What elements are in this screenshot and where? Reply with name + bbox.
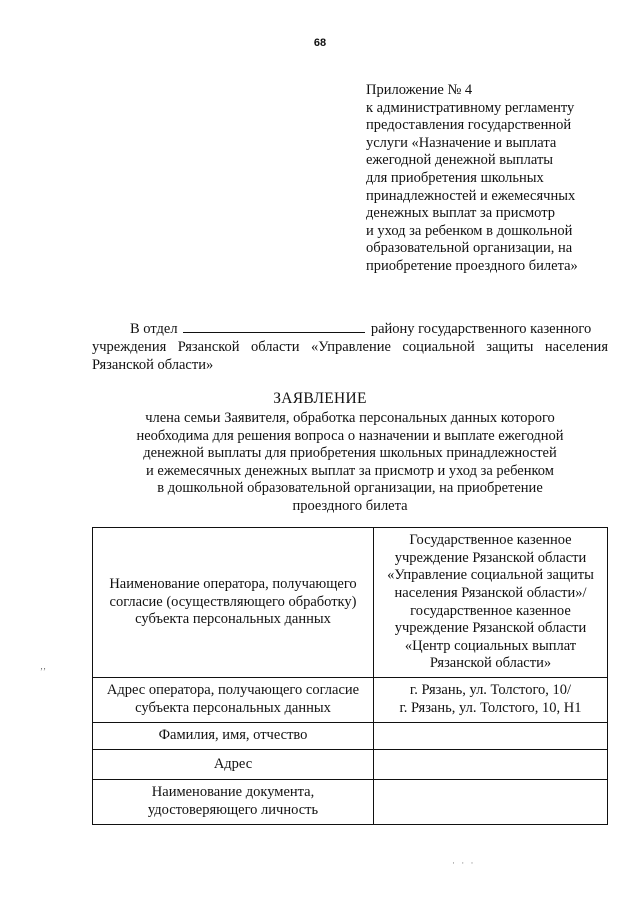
- operator-name-label: Наименование оператора, получающего согласие (осуществляющего обработку) субъекта персональных данных: [93, 528, 374, 678]
- table-row: [93, 528, 608, 678]
- appendix-line: к административному регламенту: [366, 99, 575, 116]
- id-document-label: Наименование документа, удостоверяющего личность: [93, 780, 374, 825]
- addressee-prefix: В отдел: [130, 321, 178, 337]
- addressee-rest: учреждения Рязанской области «Управление социальной защиты населения Рязанской области»: [92, 339, 608, 373]
- operator-address-value: г. Рязань, ул. Толстого, 10/ г. Рязань, ул. Толстого, 10, Н1: [374, 678, 608, 723]
- address-label: Адрес: [93, 750, 374, 780]
- consent-table: [92, 527, 608, 825]
- operator-name-value: Государственное казенное учреждение Рязанской области «Управление социальной защиты населения Рязанской области»/ государственное казенное учреждение Рязанской области «Центр социальных выплат Рязанской области»: [374, 528, 608, 678]
- addressee-line1-suffix: району государственного казенного: [370, 321, 592, 337]
- subtitle-line: необходима для решения вопроса о назначении и выплате ежегодной: [136, 427, 564, 444]
- document-subtitle: [92, 410, 608, 516]
- subtitle-line: члена семьи Заявителя, обработка персональных данных которого: [145, 410, 555, 426]
- operator-address-label: Адрес оператора, получающего согласие субъекта персональных данных: [93, 678, 374, 723]
- subtitle-line: в дошкольной образовательной организации, на приобретение: [157, 480, 543, 497]
- table-row: [93, 750, 608, 780]
- address-field[interactable]: [374, 750, 608, 780]
- appendix-line: услуги «Назначение и выплата: [366, 134, 557, 151]
- full-name-field[interactable]: [374, 723, 608, 750]
- table-row: [93, 780, 608, 825]
- table-row: [93, 678, 608, 723]
- appendix-header: [366, 82, 606, 276]
- subtitle-line: денежной выплаты для приобретения школьных принадлежностей: [143, 445, 557, 462]
- appendix-line: денежных выплат за присмотр: [366, 205, 556, 222]
- appendix-line: образовательной организации, на: [366, 240, 573, 257]
- subtitle-line: проездного билета: [292, 497, 408, 514]
- subtitle-line: и ежемесячных денежных выплат за присмотр и уход за ребенком: [146, 462, 554, 479]
- table-row: [93, 723, 608, 750]
- page-number: 68: [313, 37, 327, 49]
- appendix-line: ежегодной денежной выплаты: [366, 152, 554, 169]
- appendix-line: приобретение проездного билета»: [366, 257, 578, 274]
- scan-artifact: · · ·: [452, 858, 476, 868]
- scan-artifact: ‚‚: [40, 661, 46, 671]
- full-name-label: Фамилия, имя, отчество: [93, 723, 374, 750]
- appendix-line: принадлежностей и ежемесячных: [366, 187, 576, 204]
- appendix-line: Приложение № 4: [366, 82, 473, 98]
- appendix-line: и уход за ребенком в дошкольной: [366, 222, 573, 239]
- appendix-line: для приобретения школьных: [366, 169, 544, 186]
- id-document-field[interactable]: [374, 780, 608, 825]
- addressee-block: [92, 320, 608, 374]
- document-title: ЗАЯВЛЕНИЕ: [273, 390, 367, 407]
- department-blank-field[interactable]: [183, 320, 365, 333]
- appendix-line: предоставления государственной: [366, 117, 572, 134]
